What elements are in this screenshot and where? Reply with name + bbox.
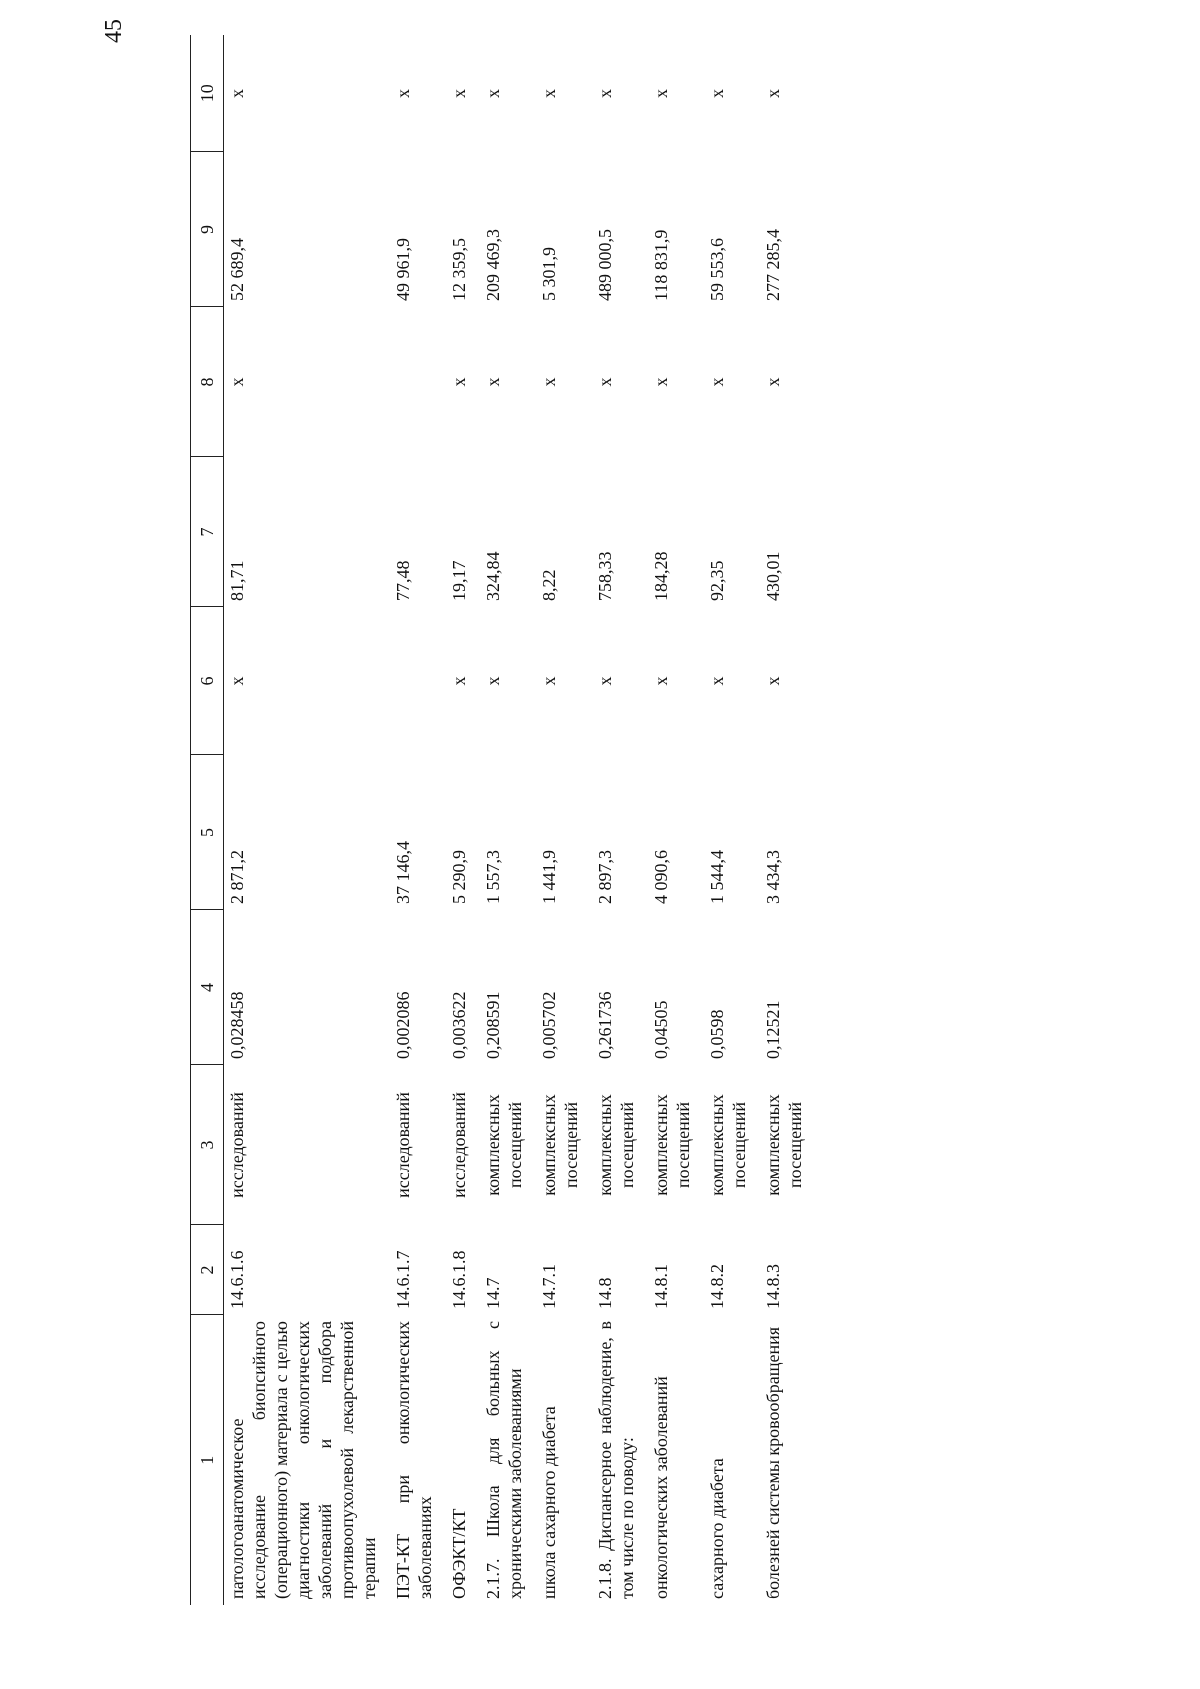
table-cell-col-10: x xyxy=(539,89,559,98)
table-cell-col-1: школа сахарного диабета xyxy=(539,1406,559,1599)
table-cell-col-1: болезней системы кровообращения xyxy=(763,1326,783,1599)
table-cell-col-1: онкологических заболеваний xyxy=(651,1376,671,1599)
table-cell-col-4: 0,005702 xyxy=(539,991,559,1059)
table-cell-col-3: комплексных посещений xyxy=(651,1094,693,1196)
table-row xyxy=(224,35,391,1605)
table-cell-col-7: 81,71 xyxy=(227,560,247,601)
table-cell-col-1: патологоанатомическое исследование биопсийного (операционного) материала с целью диагностики онкологических заболеваний и подбора противоопухолевой лекарственной терапии xyxy=(227,1321,379,1599)
table-cell-col-7: 92,35 xyxy=(707,560,727,601)
table-cell-col-10: x xyxy=(707,89,727,98)
table-cell-col-8: x xyxy=(539,377,559,387)
table-cell-col-5: 5 290,9 xyxy=(449,850,469,904)
rotated-table-container xyxy=(190,35,1190,1605)
table-body xyxy=(224,35,817,1605)
table-cell-col-8: x xyxy=(595,377,615,387)
table-cell-col-5: 1 557,3 xyxy=(483,850,503,904)
column-header: 2 xyxy=(191,1225,224,1315)
table-cell-col-10: x xyxy=(393,89,413,98)
table-cell-col-5: 4 090,6 xyxy=(651,850,671,904)
table-cell-col-3: комплексных посещений xyxy=(483,1094,525,1196)
table-cell-col-6: x xyxy=(651,676,671,686)
table-cell-col-4: 0,261736 xyxy=(595,991,615,1059)
table-cell-col-8: x xyxy=(651,377,671,387)
table-cell-col-4: 0,208591 xyxy=(483,991,503,1059)
table-cell-col-5: 3 434,3 xyxy=(763,850,783,904)
column-header: 7 xyxy=(191,457,224,607)
column-header: 9 xyxy=(191,152,224,307)
table-cell-col-9: 489 000,5 xyxy=(595,229,615,301)
table-cell-col-3: комплексных посещений xyxy=(707,1094,749,1196)
table-cell-col-7: 324,84 xyxy=(483,551,503,601)
table-row xyxy=(446,35,480,1605)
table-row xyxy=(390,35,446,1605)
table-cell-col-4: 0,028458 xyxy=(227,991,247,1059)
table-cell-col-8: x xyxy=(449,377,469,387)
table-cell-col-4: 0,002086 xyxy=(393,991,413,1059)
table-cell-col-2: 14.6.1.6 xyxy=(227,1250,247,1309)
table-cell-col-5: 1 544,4 xyxy=(707,850,727,904)
table-cell-col-8 xyxy=(390,307,446,457)
table-cell-col-5: 1 441,9 xyxy=(539,850,559,904)
table-cell-col-1: 2.1.7. Школа для больных с хроническими заболеваниями xyxy=(483,1321,525,1599)
table-cell-col-2: 14.8.1 xyxy=(651,1264,671,1309)
table-cell-col-2: 14.7.1 xyxy=(539,1264,559,1309)
table-cell-col-9: 209 469,3 xyxy=(483,229,503,301)
table-cell-col-6: x xyxy=(763,676,783,686)
column-header: 3 xyxy=(191,1065,224,1225)
table-cell-col-9: 118 831,9 xyxy=(651,229,671,301)
table-cell-col-9: 12 359,5 xyxy=(449,238,469,301)
table-cell-col-10: x xyxy=(449,89,469,98)
table-cell-col-10: x xyxy=(483,89,503,98)
table-cell-col-7: 758,33 xyxy=(595,551,615,601)
table-cell-col-7: 77,48 xyxy=(393,560,413,601)
table-cell-col-10: x xyxy=(595,89,615,98)
table-cell-col-2: 14.6.1.7 xyxy=(393,1250,413,1309)
table-cell-col-10: x xyxy=(651,89,671,98)
table-cell-col-7: 430,01 xyxy=(763,551,783,601)
table-cell-col-9: 49 961,9 xyxy=(393,238,413,301)
column-header: 8 xyxy=(191,307,224,457)
table-cell-col-4: 0,12521 xyxy=(763,1000,783,1059)
table-cell-col-4: 0,04505 xyxy=(651,1000,671,1059)
table-cell-col-6: x xyxy=(539,676,559,686)
table-cell-col-8: x xyxy=(483,377,503,387)
table-cell-col-6 xyxy=(390,607,446,755)
table-cell-col-6: x xyxy=(227,676,247,686)
column-header: 6 xyxy=(191,607,224,755)
column-header: 5 xyxy=(191,755,224,910)
column-header: 4 xyxy=(191,910,224,1065)
table-cell-col-3: комплексных посещений xyxy=(763,1094,805,1196)
table-cell-col-2: 14.8.3 xyxy=(763,1264,783,1309)
table-cell-col-4: 0,003622 xyxy=(449,991,469,1059)
table-cell-col-10: x xyxy=(763,89,783,98)
table-cell-col-9: 5 301,9 xyxy=(539,247,559,301)
table-row xyxy=(760,35,816,1605)
table-cell-col-6: x xyxy=(449,676,469,686)
table-cell-col-6: x xyxy=(595,676,615,686)
table-cell-col-9: 277 285,4 xyxy=(763,229,783,301)
table-cell-col-1: ПЭТ-КТ при онкологических заболеваниях xyxy=(393,1321,435,1599)
table-row xyxy=(480,35,536,1605)
page-number: 45 xyxy=(101,19,127,43)
table-row xyxy=(648,35,704,1605)
table-cell-col-3: исследований xyxy=(449,1092,469,1198)
table-cell-col-1: 2.1.8. Диспансерное наблюдение, в том числе по поводу: xyxy=(595,1321,637,1599)
table-cell-col-2: 14.7 xyxy=(483,1277,503,1309)
table-cell-col-3: исследований xyxy=(393,1092,413,1198)
table-cell-col-2: 14.8.2 xyxy=(707,1264,727,1309)
column-number-row xyxy=(191,35,224,1605)
table-cell-col-3: исследований xyxy=(227,1092,247,1198)
table-cell-col-5: 2 897,3 xyxy=(595,850,615,904)
table-row xyxy=(536,35,592,1605)
table-cell-col-8: x xyxy=(763,377,783,387)
table-cell-col-9: 52 689,4 xyxy=(227,238,247,301)
table-cell-col-5: 2 871,2 xyxy=(227,850,247,904)
table-cell-col-8: x xyxy=(227,377,247,387)
table-cell-col-6: x xyxy=(707,676,727,686)
table-cell-col-3: комплексных посещений xyxy=(539,1094,581,1196)
table-cell-col-10: x xyxy=(227,89,247,98)
table-cell-col-2: 14.8 xyxy=(595,1277,615,1309)
table-cell-col-5: 37 146,4 xyxy=(393,841,413,904)
table-cell-col-9: 59 553,6 xyxy=(707,238,727,301)
table-row xyxy=(592,35,648,1605)
table-cell-col-7: 184,28 xyxy=(651,551,671,601)
table-cell-col-4: 0,0598 xyxy=(707,1009,727,1059)
table-cell-col-8: x xyxy=(707,377,727,387)
table-cell-col-2: 14.6.1.8 xyxy=(449,1250,469,1309)
table-cell-col-7: 8,22 xyxy=(539,569,559,601)
table-cell-col-6: x xyxy=(483,676,503,686)
table-cell-col-1: ОФЭКТ/КТ xyxy=(449,1508,469,1599)
table-cell-col-3: комплексных посещений xyxy=(595,1094,637,1196)
column-header: 1 xyxy=(191,1315,224,1605)
table-cell-col-7: 19,17 xyxy=(449,560,469,601)
column-header: 10 xyxy=(191,35,224,152)
data-table xyxy=(190,35,816,1605)
table-cell-col-1: сахарного диабета xyxy=(707,1458,727,1599)
table-row xyxy=(704,35,760,1605)
